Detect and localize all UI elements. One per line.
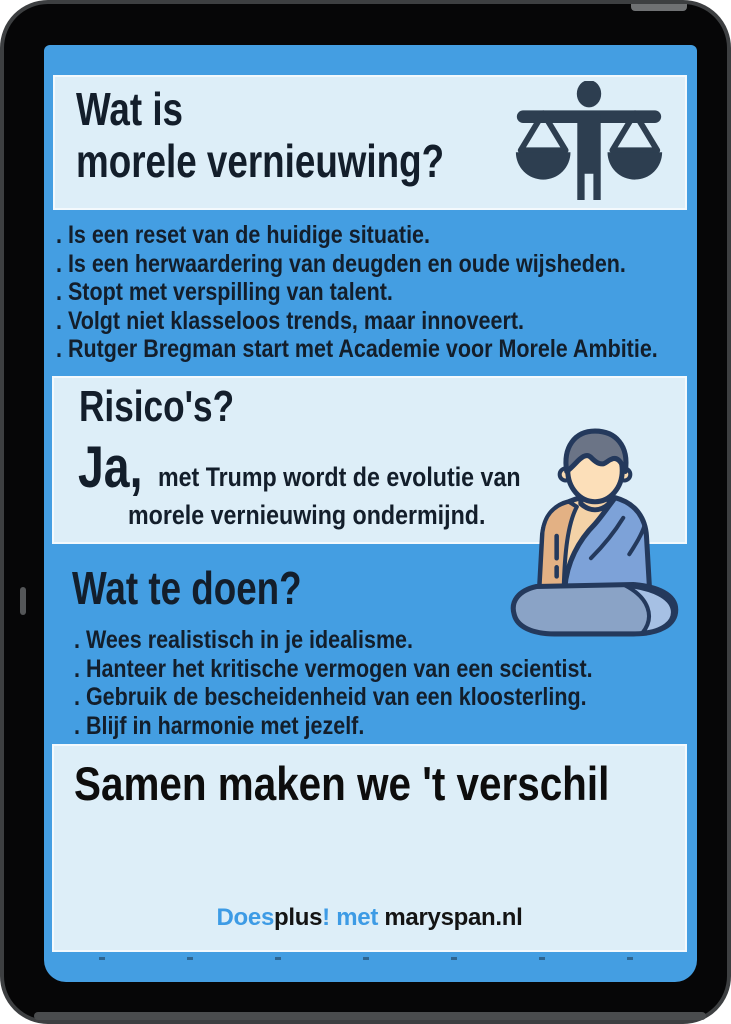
bullet-item: . Wees realistisch in je idealisme.: [74, 626, 414, 654]
tablet-screen: [44, 45, 697, 982]
footer-segment: Does: [216, 904, 275, 931]
page-title: [76, 83, 536, 187]
risks-lead: Ja,: [78, 435, 143, 500]
page-title-line1: Wat is: [76, 83, 184, 135]
footer-segment: !: [322, 904, 330, 931]
meditating-monk-icon: [506, 423, 684, 643]
closing-panel: [52, 744, 687, 952]
header-panel: [53, 75, 687, 210]
risks-title: Risico's?: [79, 382, 235, 431]
tablet-side-button: [20, 587, 26, 615]
footer-credit: [54, 904, 685, 932]
footer-site-name: maryspan.nl: [384, 904, 523, 931]
closing-title: Samen maken we 't verschil: [74, 757, 610, 810]
page-title-line2: morele vernieuwing?: [76, 135, 445, 187]
footer-segment: plus: [274, 904, 323, 931]
tablet-top-button: [631, 4, 687, 11]
bullet-item: . Is een herwaardering van deugden en oude wijsheden.: [56, 249, 626, 278]
bullet-item: . Gebruik de bescheidenheid van een kloosterling.: [74, 683, 587, 712]
bullet-item: . Stopt met verspilling van talent.: [56, 278, 393, 307]
balance-scales-icon: [511, 81, 667, 205]
tablet-bottom-edge: [34, 1012, 706, 1020]
what-to-do-bullet-list: [74, 626, 694, 740]
bullet-item: . Is een reset van de huidige situatie.: [56, 221, 430, 249]
bullet-item: . Rutger Bregman start met Academie voor Morele Ambitie.: [56, 335, 658, 364]
cutoff-text-dots: [99, 957, 659, 960]
what-is-bullet-list: [56, 221, 692, 364]
risks-text-line2: morele vernieuwing ondermijnd.: [128, 500, 486, 530]
footer-segment: met: [329, 904, 385, 931]
risks-text-line1: met Trump wordt de evolutie van: [158, 462, 521, 492]
bullet-item: . Volgt niet klasseloos trends, maar innoveert.: [56, 306, 524, 335]
what-to-do-title: Wat te doen?: [72, 562, 302, 614]
bullet-item: . Hanteer het kritische vermogen van een scientist.: [74, 654, 593, 683]
bullet-item: . Blijf in harmonie met jezelf.: [74, 711, 365, 740]
